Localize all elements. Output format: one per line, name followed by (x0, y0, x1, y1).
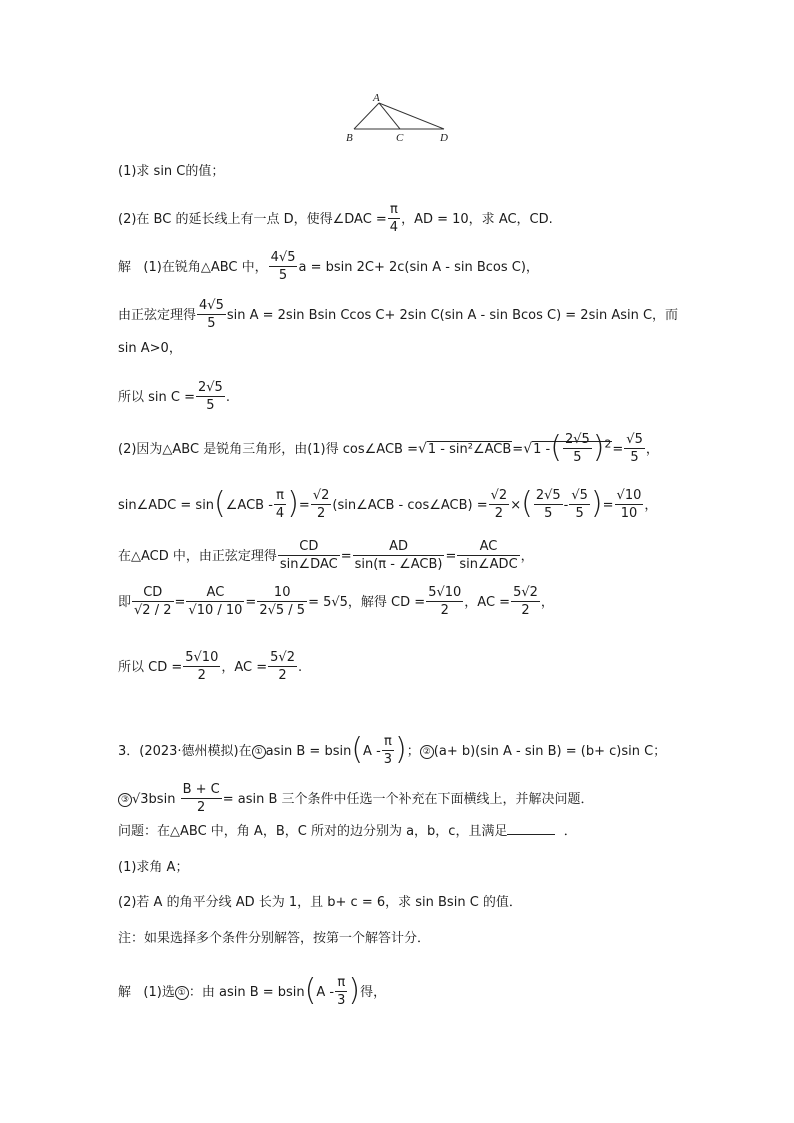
circled-number-2: ② (420, 745, 434, 759)
paren-close: ) (287, 485, 299, 521)
text: (sin∠ACB - cos∠ACB) = (332, 498, 488, 513)
text: sin∠ADC = sin (118, 498, 215, 513)
text: 所以 CD = (118, 660, 183, 675)
fraction (278, 538, 340, 573)
question3-line3 (118, 822, 577, 840)
denominator: 2 (440, 603, 449, 618)
numerator: √10 (616, 488, 642, 503)
question3-solution-line1 (118, 972, 387, 1010)
denominator: √2 / 2 (134, 603, 172, 618)
paren-open: ( (304, 972, 317, 1008)
text: ， (540, 595, 554, 610)
denominator: 5 (573, 450, 582, 465)
numerator: 4√5 (199, 298, 224, 313)
text: asin B = bsin (265, 744, 352, 759)
denominator: 10 (620, 506, 638, 521)
text: ：由 asin B = bsin (188, 985, 305, 1000)
text: a = bsin 2C+ 2c(sin A - sin Bcos C)， (298, 260, 539, 275)
text: = (612, 442, 624, 457)
paren-close: ) (395, 731, 407, 767)
solution1-line1 (118, 250, 539, 285)
text: 得， (360, 985, 387, 1000)
solution1-line4 (118, 380, 230, 415)
text: ， (645, 442, 659, 457)
numerator: 5√2 (513, 585, 538, 600)
radical (523, 429, 612, 467)
text: = (512, 442, 524, 457)
triangle-figure (340, 92, 460, 146)
text: = (298, 498, 310, 513)
text: - (563, 498, 569, 513)
part1-question: (1)求 sin C的值； (118, 164, 225, 179)
fraction (132, 584, 173, 619)
solution1-line3: sin A>0， (118, 341, 182, 356)
solution-label: 解 (118, 985, 132, 1000)
text: = (340, 549, 352, 564)
label-d: D (440, 132, 448, 144)
solution2-line2 (118, 485, 658, 523)
fraction (426, 584, 463, 619)
numerator: AC (457, 538, 519, 556)
sqrt-symbol: √ (417, 441, 427, 457)
segment-ad (379, 103, 444, 129)
text: (1)选 (143, 985, 175, 1000)
paren-open: ( (214, 485, 226, 521)
fraction (268, 649, 297, 684)
numerator: √5 (626, 432, 643, 447)
denominator: 3 (383, 752, 393, 767)
fraction (311, 487, 332, 522)
text: ， (520, 549, 534, 564)
segment-ab (354, 103, 379, 129)
numerator: CD (132, 584, 173, 602)
solution-label: 解 (118, 260, 132, 275)
denominator: 2 (494, 506, 504, 521)
text: ∠ACB - (225, 498, 273, 513)
paren-open: ( (351, 731, 364, 767)
denominator: 5 (575, 506, 584, 521)
fraction (181, 781, 222, 816)
text: 在△ACD 中，由正弦定理得 (118, 549, 277, 564)
solution2-line4 (118, 585, 554, 620)
text: ， (644, 498, 658, 513)
fraction (624, 431, 645, 466)
numerator: 5√10 (185, 650, 219, 665)
numerator: √2 (490, 488, 508, 503)
fraction (457, 538, 519, 573)
denominator: 3 (337, 993, 346, 1008)
fraction (183, 649, 220, 684)
text: 由正弦定理得 (118, 308, 197, 323)
circled-number-1: ① (252, 745, 266, 759)
part2-question (118, 202, 553, 237)
circled-number-1: ① (175, 986, 189, 1000)
numerator: AC (186, 584, 244, 602)
text: 所以 sin C = (118, 390, 195, 405)
denominator: 2 (316, 506, 326, 521)
text: ，AC = (464, 595, 511, 610)
denominator: 5 (544, 506, 553, 521)
numerator: B + C (182, 782, 220, 797)
text: = (602, 498, 614, 513)
fraction (269, 249, 298, 284)
denominator: 2 (521, 603, 530, 618)
text: √3bsin (132, 792, 176, 807)
text: × (510, 498, 522, 513)
solution2-line3 (118, 539, 534, 574)
denominator: 2√5 / 5 (259, 603, 306, 618)
text: = asin B 三个条件中任选一个补充在下面横线上，并解决问题． (222, 792, 594, 807)
paren-close: ) (590, 485, 603, 521)
fraction (257, 584, 307, 619)
text: . (297, 660, 303, 675)
text: A - (316, 985, 335, 1000)
fraction (534, 487, 563, 522)
question3-line5: (2)若 A 的角平分线 AD 长为 1，且 b+ c = 6，求 sin Bsin C 的值． (118, 895, 522, 910)
text: (2)因为△ABC 是锐角三角形，由(1)得 cos∠ACB = (118, 442, 418, 457)
numerator: AD (353, 538, 445, 556)
numerator: π (388, 201, 400, 219)
solution2-line5 (118, 650, 302, 685)
fraction (563, 431, 592, 466)
fraction (489, 487, 510, 522)
numerator: CD (278, 538, 340, 556)
text: (a+ b)(sin A - sin B) = (b+ c)sin C； (433, 744, 667, 759)
denominator: 2 (278, 668, 287, 683)
text: (2)在 BC 的延长线上有一点 D，使得∠DAC = (118, 212, 387, 227)
paren-open: ( (550, 429, 562, 465)
numerator: 5√2 (270, 650, 295, 665)
fraction (197, 297, 226, 332)
question3-line2 (118, 782, 594, 817)
denominator: 4 (389, 220, 399, 235)
fraction (196, 379, 225, 414)
denominator: √10 / 10 (188, 603, 243, 618)
text: 问题：在△ABC 中，角 A，B，C 所对的边分别为 a，b，c，且满足 (118, 824, 508, 839)
solution1-line2 (118, 298, 678, 333)
circled-number-3: ③ (118, 793, 132, 807)
label-b: B (346, 132, 353, 144)
text: = 5√5，解得 CD = (308, 595, 426, 610)
text: = (445, 549, 457, 564)
numerator: 4√5 (270, 250, 296, 265)
numerator: √2 (312, 488, 330, 503)
numerator: 10 (257, 584, 307, 602)
fraction (186, 584, 244, 619)
denominator: sin(π - ∠ACB) (354, 557, 443, 572)
text: sin A = 2sin Bsin Ccos C+ 2sin C(sin A - sin Bcos C) = 2sin Asin C，而 (226, 308, 679, 323)
denominator: sin∠DAC (279, 557, 338, 572)
text: A - (363, 744, 381, 759)
radical (418, 441, 512, 458)
text: 1 - (533, 442, 551, 457)
denominator: 5 (206, 398, 215, 413)
label-a: A (373, 92, 380, 104)
numerator: 2√5 (564, 432, 590, 447)
text: ，AC = (221, 660, 268, 675)
numerator: π (382, 733, 394, 751)
text: = (174, 595, 186, 610)
fraction (569, 487, 590, 522)
question3-note: 注：如果选择多个条件分别解答，按第一个解答计分． (118, 931, 431, 946)
text: 3．(2023·德州模拟)在 (118, 744, 252, 759)
text: ； (406, 744, 420, 759)
numerator: 2√5 (198, 380, 223, 395)
denominator: sin∠ADC (459, 557, 518, 572)
solution2-line1 (118, 429, 659, 467)
fraction (388, 201, 400, 236)
fraction (335, 974, 347, 1009)
denominator: 5 (207, 316, 216, 331)
paren-close: ) (592, 429, 605, 465)
text: (1)在锐角△ABC 中， (143, 260, 268, 275)
radicand (532, 429, 612, 465)
paren-close: ) (348, 972, 361, 1008)
exponent: 2 (604, 437, 612, 451)
radicand: 1 - sin²∠ACB (427, 442, 512, 457)
text: . (225, 390, 230, 405)
question3-line4: (1)求角 A； (118, 860, 189, 875)
fraction (382, 733, 394, 768)
sqrt-symbol: √ (523, 441, 533, 457)
fraction (353, 538, 445, 573)
numerator: √5 (571, 488, 588, 503)
denominator: 2 (197, 800, 206, 815)
text: 即 (118, 595, 132, 610)
numerator: 5√10 (428, 585, 462, 600)
text: = (245, 595, 257, 610)
fraction (511, 584, 540, 619)
numerator: π (274, 487, 286, 505)
numerator: π (335, 974, 347, 992)
denominator: 5 (278, 268, 288, 283)
fraction (274, 487, 286, 522)
text: ． (563, 824, 577, 839)
answer-blank (507, 822, 555, 835)
denominator: 2 (197, 668, 206, 683)
question3-line1 (118, 731, 667, 769)
text: ，AD = 10，求 AC，CD. (401, 212, 553, 227)
label-c: C (396, 132, 404, 144)
denominator: 5 (630, 450, 639, 465)
denominator: 4 (275, 506, 285, 521)
numerator: 2√5 (535, 488, 561, 503)
paren-open: ( (521, 485, 533, 521)
fraction (615, 487, 644, 522)
